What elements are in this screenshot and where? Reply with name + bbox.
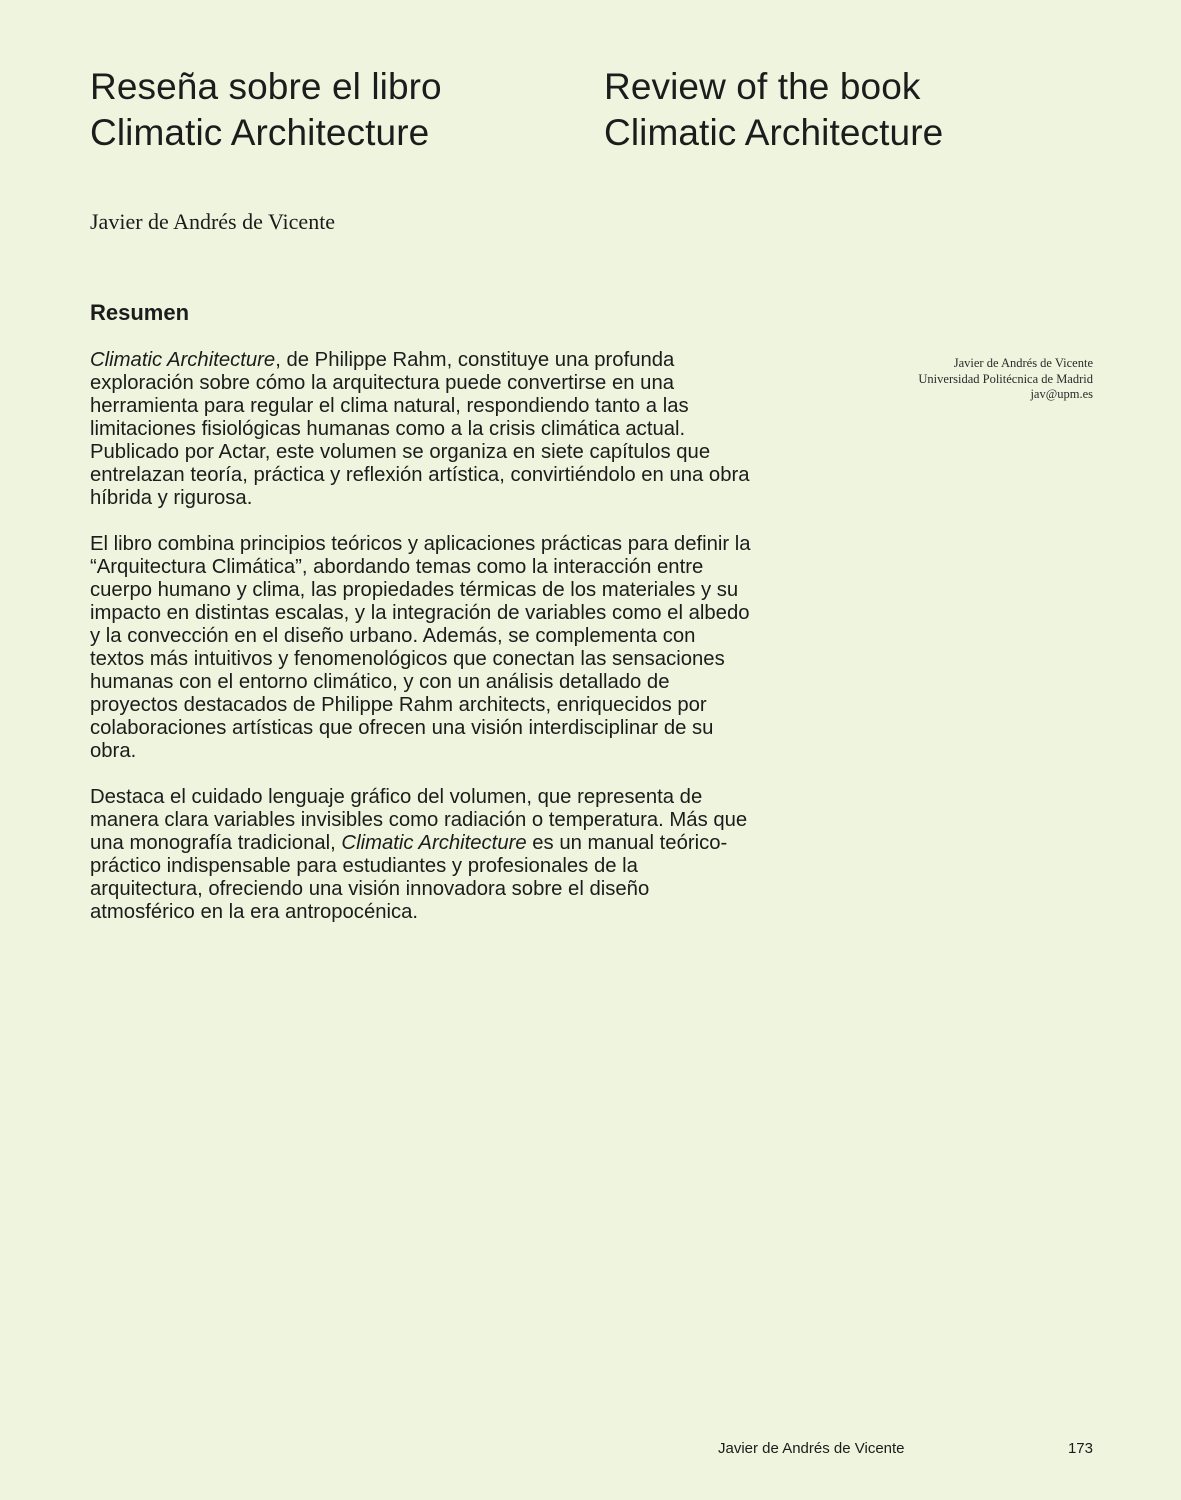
affiliation-name: Javier de Andrés de Vicente [953, 356, 1093, 370]
abstract-paragraph-1 [90, 349, 752, 510]
title-spanish [90, 64, 442, 156]
abstract-paragraph-2: El libro combina principios teóricos y aplicaciones prácticas para definir la “Arquitectura Climática”, abordando temas como la interacción entre cuerpo humano y clima, las propiedades térmicas de los materiales y su impacto en distintas escalas, y la integración de variables como el albedo y la convección en el diseño urbano. Además, se complementa con textos más intuitivos y fenomenológicos que conectan las sensaciones humanas con el entorno climático, y con un análisis detallado de proyectos destacados de Philippe Rahm architects, enriquecidos por colaboraciones artísticas que ofrecen una visión interdisciplinar de su obra. [90, 533, 751, 762]
abstract-paragraph-3-before: Destaca el cuidado lenguaje gráfico del volumen, que representa de manera clara variables invisibles como radiación o temperatura. Más que una monografía tradicional, [90, 786, 748, 854]
title-english [604, 64, 943, 156]
abstract-paragraph-3-after: es un manual teórico-práctico indispensable para estudiantes y profesionales de la arquitectura, ofreciendo una visión innovadora sobre el diseño atmosférico en la era antropocénica. [90, 832, 728, 923]
footer-author: Javier de Andrés de Vicente [718, 1440, 905, 1457]
book-title-italic: Climatic Architecture [341, 832, 527, 854]
abstract-body [90, 349, 752, 947]
author-name: Javier de Andrés de Vicente [90, 209, 336, 234]
title-english-line2: Climatic Architecture [604, 112, 944, 153]
book-title-italic: Climatic Architecture [90, 349, 276, 371]
title-spanish-line1: Reseña sobre el libro [90, 66, 442, 107]
author-affiliation [918, 356, 1093, 403]
abstract-heading: Resumen [90, 300, 190, 325]
affiliation-email: jav@upm.es [1030, 387, 1093, 401]
title-spanish-line2: Climatic Architecture [90, 112, 430, 153]
abstract-paragraph-1-text: , de Philippe Rahm, constituye una profunda exploración sobre cómo la arquitectura puede convertirse en una herramienta para regular el clima natural, respondiendo tanto a las limitaciones fisiológicas humanas como a la crisis climática actual. Publicado por Actar, este volumen se organiza en siete capítulos que entrelazan teoría, práctica y reflexión artística, convirtiéndolo en una obra híbrida y rigurosa. [90, 349, 750, 509]
page-number: 173 [1067, 1440, 1093, 1457]
title-english-line1: Review of the book [604, 66, 921, 107]
abstract-paragraph-3 [90, 786, 752, 924]
affiliation-institution: Universidad Politécnica de Madrid [918, 371, 1093, 386]
